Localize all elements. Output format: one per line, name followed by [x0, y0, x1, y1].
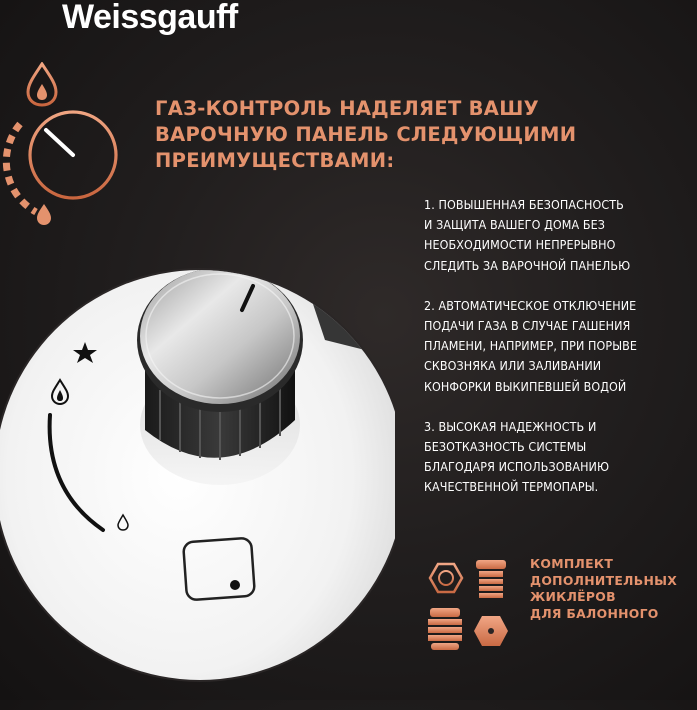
benefit-line: ПЛАМЕНИ, НАПРИМЕР, ПРИ ПОРЫВЕ — [424, 338, 638, 354]
benefit-line: КАЧЕСТВЕННОЙ ТЕРМОПАРЫ. — [424, 479, 599, 495]
headline-line: ПРЕИМУЩЕСТВАМИ: — [155, 149, 395, 172]
benefit-line: 1. ПОВЫШЕННАЯ БЕЗОПАСНОСТЬ — [424, 197, 624, 212]
kit-line: ЖИКЛЁРОВ — [530, 589, 616, 604]
benefit-line: 2. АВТОМАТИЧЕСКОЕ ОТКЛЮЧЕНИЕ — [424, 297, 637, 313]
benefit-line: 3. ВЫСОКАЯ НАДЕЖНОСТЬ И — [424, 418, 597, 434]
brand-logo: Weissgauff — [62, 0, 238, 36]
benefit-line: СЛЕДИТЬ ЗА ВАРОЧНОЙ ПАНЕЛЬЮ — [424, 257, 631, 273]
kit-line: ДЛЯ БАЛОННОГО — [530, 605, 659, 621]
benefit-item — [424, 417, 689, 498]
headline-line: ВАРОЧНУЮ ПАНЕЛЬ СЛЕДУЮЩИМИ — [155, 123, 577, 146]
benefits-list — [424, 195, 689, 518]
benefit-item — [424, 296, 689, 397]
kit-line: КОМПЛЕКТ — [530, 556, 614, 571]
gas-control-icon — [0, 62, 140, 232]
jets-kit-label — [530, 556, 695, 622]
benefit-line: НЕОБХОДИМОСТИ НЕПРЕРЫВНО — [424, 237, 616, 253]
headline — [155, 96, 575, 174]
benefit-line: БЛАГОДАРЯ ИСПОЛЬЗОВАНИЮ — [424, 459, 610, 475]
gas-jets-icon — [422, 556, 522, 656]
benefit-line: БЕЗОТКАЗНОСТЬ СИСТЕМЫ — [424, 439, 587, 455]
benefit-line: И ЗАЩИТА ВАШЕГО ДОМА БЕЗ — [424, 217, 605, 233]
headline-line: ГАЗ-КОНТРОЛЬ НАДЕЛЯЕТ ВАШУ — [155, 97, 539, 120]
benefit-line: СКВОЗНЯКА ИЛИ ЗАЛИВАНИИ — [424, 358, 602, 374]
benefit-line: ПОДАЧИ ГАЗА В СЛУЧАЕ ГАШЕНИЯ — [424, 318, 631, 334]
kit-line: ДОПОЛНИТЕЛЬНЫХ — [530, 572, 678, 588]
benefit-item — [424, 195, 689, 276]
benefit-line: КОНФОРКИ ВЫКИПЕВШЕЙ ВОДОЙ — [424, 378, 627, 394]
burner-knob-photo — [0, 240, 395, 710]
